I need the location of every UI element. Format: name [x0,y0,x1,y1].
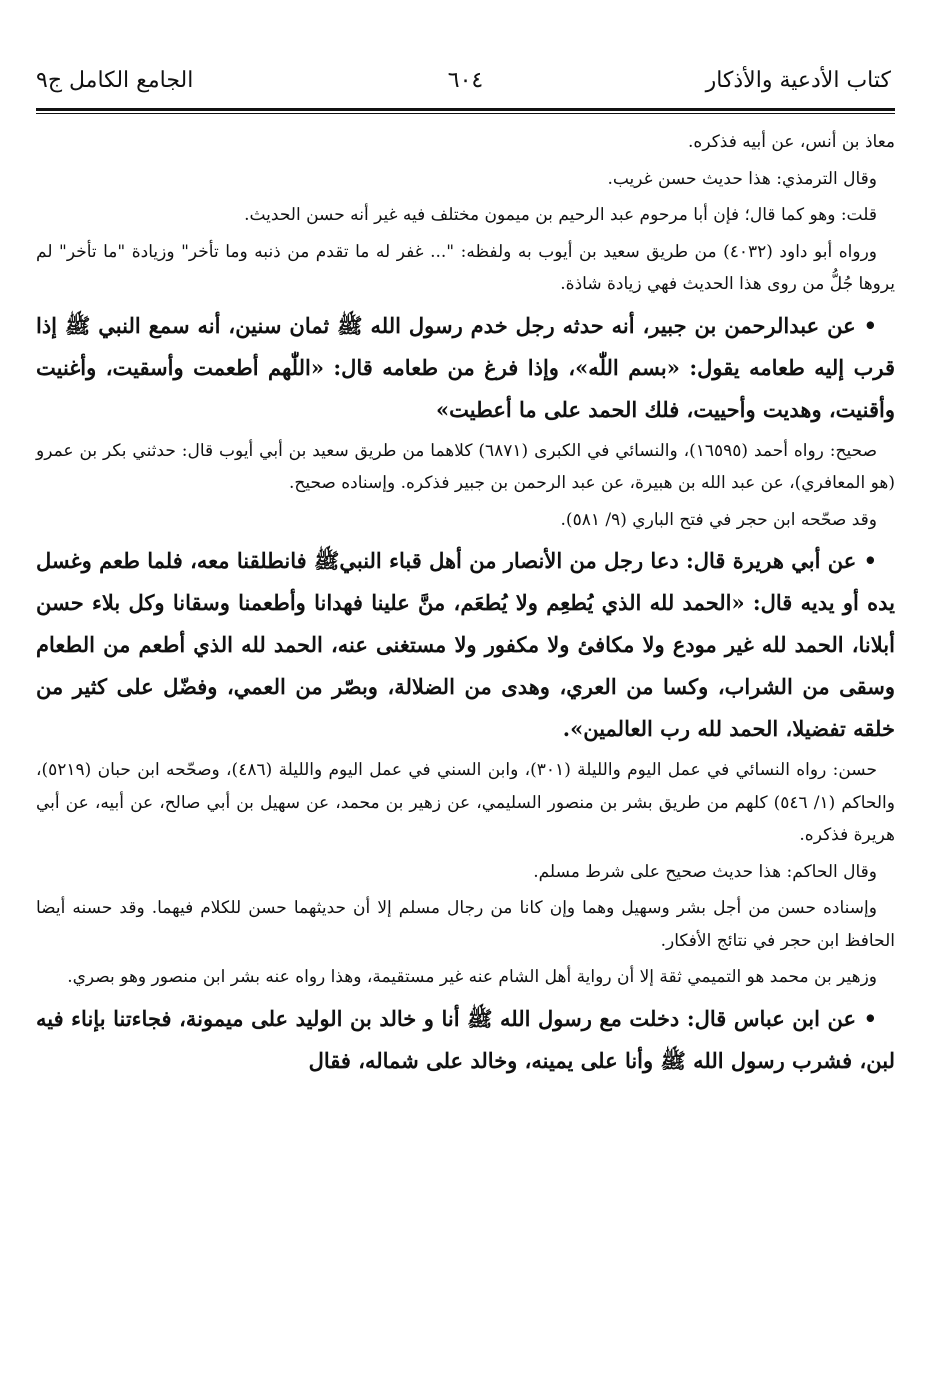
hadith-paragraph: • عن عبدالرحمن بن جبير، أنه حدثه رجل خدم رسول الله ﷺ ثمان سنين، أنه سمع النبي ﷺ إذا قرب إليه طعامه يقول: «بسم اللّٰه»، وإذا فرغ من طعامه قال: «اللّٰهم أطعمت وأسقيت، وأغنيت وأقنيت، وهديت وأحييت، فلك الحمد على ما أعطيت» [36,312,895,422]
paragraph: وزهير بن محمد هو التميمي ثقة إلا أن رواية أهل الشام عنه غير مستقيمة، وهذا رواه عنه بشر ابن منصور وهو بصري. [67,967,877,987]
page-body [36,126,895,1082]
volume-title: الجامع الكامل ج٩ [36,68,194,93]
paragraph: صحيح: رواه أحمد (١٦٥٩٥)، والنسائي في الكبرى (٦٨٧١) كلاهما من طريق سعيد بن أبي أيوب قال: حدثني بكر بن عمرو (هو المعافري)، عن عبد الله بن هبيرة، عن عبد الرحمن بن جبير فذكره. وإسناده صحيح. [36,440,895,493]
paragraph: حسن: رواه النسائي في عمل اليوم والليلة (٣٠١)، وابن السني في عمل اليوم والليلة (٤٨٦)، وصحّحه ابن حبان (٥٢١٩)، والحاكم (١/ ٥٤٦) كلهم من طريق بشر بن منصور السليمي، عن زهير بن محمد، عن سهيل بن أبي صالح، عن أبيه، عن أبي هريرة فذكره. [36,760,895,845]
page-number: ٦٠٤ [447,68,484,93]
paragraph: وإسناده حسن من أجل بشر وسهيل وهما وإن كانا من رجال مسلم إلا أن حديثهما حسن للكلام فيهما. وقد حسنه أيضا الحافظ ابن حجر في نتائج الأفكار. [36,898,895,951]
paragraph: قلت: وهو كما قال؛ فإن أبا مرحوم عبد الرحيم بن ميمون مختلف فيه غير أنه حسن الحديث. [244,205,877,225]
book-title: كتاب الأدعية والأذكار [705,68,891,93]
page-header [36,58,895,108]
paragraph: معاذ بن أنس، عن أبيه فذكره. [688,132,895,152]
header-rule [36,108,895,114]
paragraph: وقد صحّحه ابن حجر في فتح الباري (٩/ ٥٨١). [560,509,877,530]
hadith-paragraph: • عن أبي هريرة قال: دعا رجل من الأنصار من أهل قباء النبيﷺ فانطلقنا معه، فلما طعم وغسل يده أو يديه قال: «الحمد لله الذي يُطعِم ولا يُطعَم، منَّ علينا فهدانا وأطعمنا وسقانا وكل بلاء حسن أبلانا، الحمد لله غير مودع ولا مكافئ ولا مكفور ولا مستغنى عنه، الحمد لله الذي أطعم من الطعام وسقى من الشراب، وكسا من العري، وهدى من الضلالة، وبصّر من العمي، وفضّل على كثير من خلقه تفضيلا، الحمد لله رب العالمين». [36,548,895,741]
paragraph: ورواه أبو داود (٤٠٣٢) من طريق سعيد بن أيوب به ولفظه: "... غفر له ما تقدم من ذنبه وما تأخر" وزيادة "ما تأخر" لم يروها جُلُّ من روى هذا الحديث فهي زيادة شاذة. [36,241,895,294]
hadith-paragraph: • عن ابن عباس قال: دخلت مع رسول الله ﷺ أنا و خالد بن الوليد على ميمونة، فجاءتنا بإناء فيه لبن، فشرب رسول الله ﷺ وأنا على يمينه، وخالد على شماله، فقال [36,1005,895,1073]
paragraph: وقال الترمذي: هذا حديث حسن غريب. [607,168,877,189]
paragraph: وقال الحاكم: هذا حديث صحيح على شرط مسلم. [533,861,877,882]
